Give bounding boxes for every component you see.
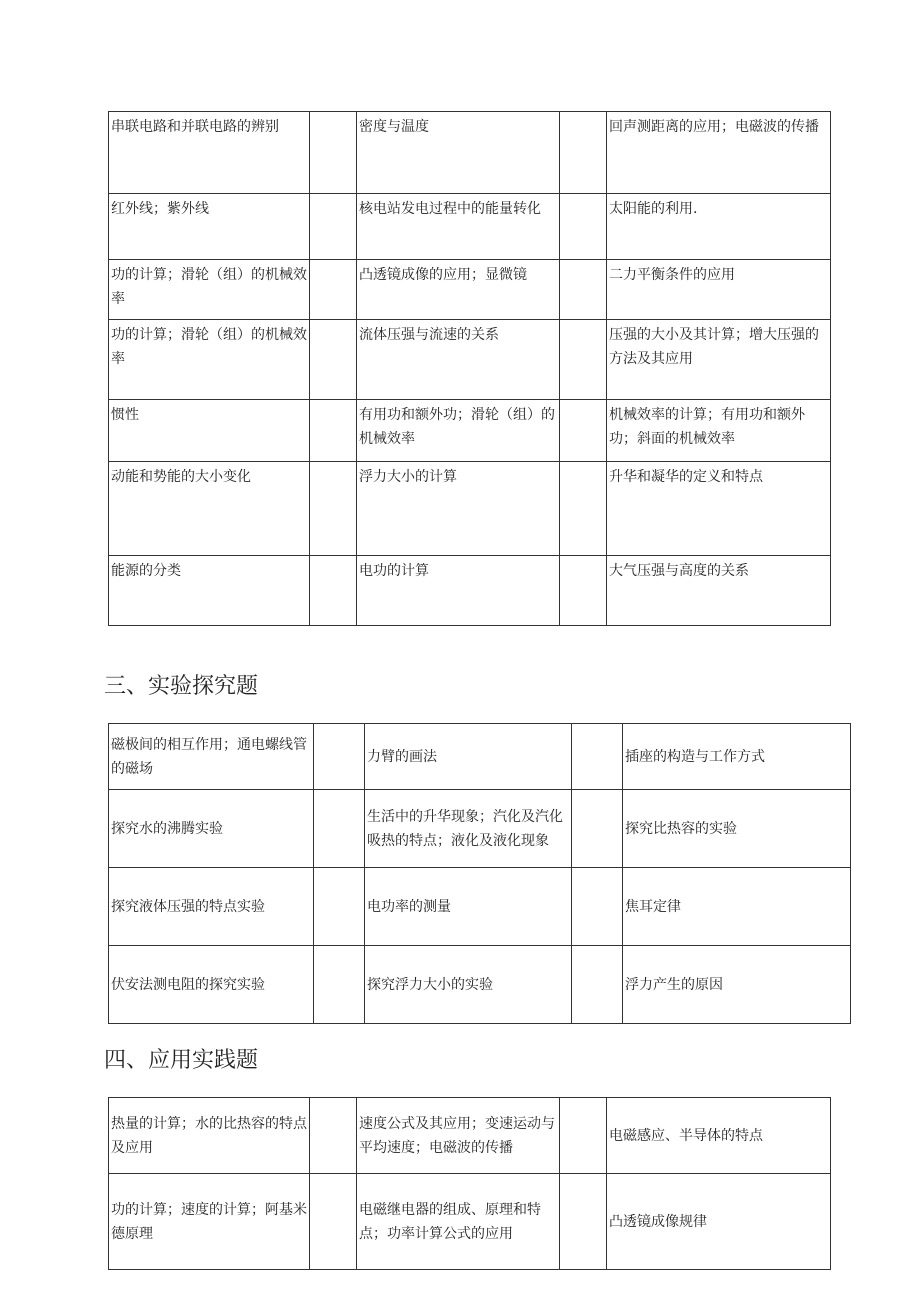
table-cell: 电磁感应、半导体的特点 [607,1098,831,1174]
table-cell-empty [560,462,607,556]
table-row [109,112,831,194]
table-cell-empty [560,320,607,400]
table-row [109,194,831,260]
table-cell-empty [560,1174,607,1270]
table-cell-empty [314,790,365,868]
table-cell-empty [310,112,357,194]
table-cell-empty [314,724,365,790]
table-row [109,790,851,868]
table-cell-empty [310,1098,357,1174]
table-cell: 串联电路和并联电路的辨别 [109,112,310,194]
table-cell-empty [310,400,357,462]
table-cell: 速度公式及其应用；变速运动与平均速度；电磁波的传播 [357,1098,560,1174]
table-cell-empty [310,556,357,626]
table-cell: 热量的计算；水的比热容的特点及应用 [109,1098,310,1174]
table-cell-empty [310,1174,357,1270]
table-row [109,320,831,400]
table-cell: 功的计算；滑轮（组）的机械效率 [109,260,310,320]
table-cell: 惯性 [109,400,310,462]
table-cell-empty [560,194,607,260]
table-cell-empty [310,462,357,556]
table-cell-empty [560,260,607,320]
table-cell: 力臂的画法 [365,724,572,790]
table-cell-empty [560,556,607,626]
table-cell-empty [572,790,623,868]
table-cell: 探究液体压强的特点实验 [109,868,314,946]
table-cell-empty [560,112,607,194]
table-cell: 焦耳定律 [623,868,851,946]
table-cell: 浮力大小的计算 [357,462,560,556]
table-cell-empty [572,868,623,946]
table-cell: 核电站发电过程中的能量转化 [357,194,560,260]
table-cell: 机械效率的计算；有用功和额外功；斜面的机械效率 [607,400,831,462]
table-cell: 功的计算；滑轮（组）的机械效率 [109,320,310,400]
table-cell: 凸透镜成像的应用；显微镜 [357,260,560,320]
table-cell: 电功的计算 [357,556,560,626]
table-cell: 浮力产生的原因 [623,946,851,1024]
table-cell: 伏安法测电阻的探究实验 [109,946,314,1024]
table-cell: 有用功和额外功；滑轮（组）的机械效率 [357,400,560,462]
table-cell: 探究水的沸腾实验 [109,790,314,868]
table-cell-empty [310,194,357,260]
table-row [109,1174,831,1270]
table-row [109,724,851,790]
table-row [109,1098,831,1174]
table-cell: 升华和凝华的定义和特点 [607,462,831,556]
table-cell-empty [310,320,357,400]
table-cell: 探究比热容的实验 [623,790,851,868]
table-cell-empty [314,946,365,1024]
table-cell: 电磁继电器的组成、原理和特点；功率计算公式的应用 [357,1174,560,1270]
table-cell: 二力平衡条件的应用 [607,260,831,320]
table-cell: 动能和势能的大小变化 [109,462,310,556]
table-row [109,462,831,556]
table-cell: 太阳能的利用. [607,194,831,260]
table-cell: 磁极间的相互作用；通电螺线管的磁场 [109,724,314,790]
table-cell: 压强的大小及其计算；增大压强的方法及其应用 [607,320,831,400]
table-cell: 流体压强与流速的关系 [357,320,560,400]
table-cell-empty [560,1098,607,1174]
table-row [109,868,851,946]
table-cell: 生活中的升华现象；汽化及汽化吸热的特点；液化及液化现象 [365,790,572,868]
table-cell: 回声测距离的应用；电磁波的传播 [607,112,831,194]
table-cell: 大气压强与高度的关系 [607,556,831,626]
section-title-applications: 四、应用实践题 [104,1048,259,1073]
section-title-experiments: 三、实验探究题 [104,674,259,699]
table-row [109,556,831,626]
table-cell: 探究浮力大小的实验 [365,946,572,1024]
table-cell: 凸透镜成像规律 [607,1174,831,1270]
knowledge-table-1 [108,111,831,626]
table-cell-empty [310,260,357,320]
table-cell: 电功率的测量 [365,868,572,946]
table-cell: 功的计算；速度的计算；阿基米德原理 [109,1174,310,1270]
table-cell: 红外线；紫外线 [109,194,310,260]
table-row [109,260,831,320]
table-cell: 密度与温度 [357,112,560,194]
knowledge-table-2 [108,723,851,1024]
table-cell-empty [560,400,607,462]
knowledge-table-3 [108,1097,831,1270]
table-row [109,400,831,462]
table-cell: 插座的构造与工作方式 [623,724,851,790]
table-row [109,946,851,1024]
table-cell-empty [572,946,623,1024]
table-cell-empty [314,868,365,946]
table-cell-empty [572,724,623,790]
table-cell: 能源的分类 [109,556,310,626]
